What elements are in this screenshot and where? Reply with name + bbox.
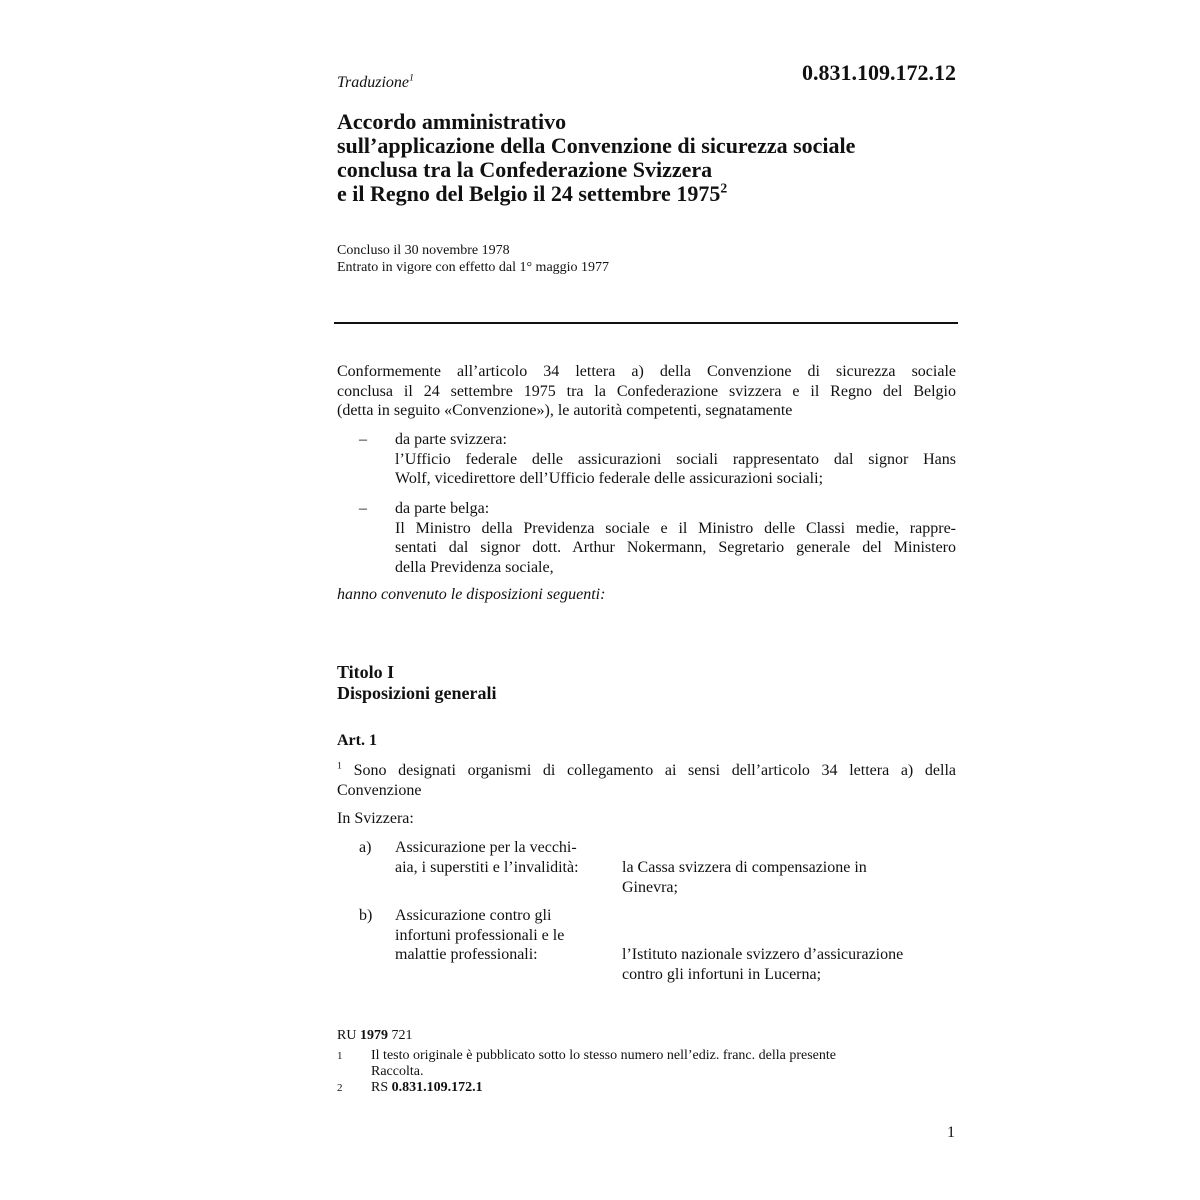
footnote-ref-1[interactable]: 1 (409, 72, 414, 84)
rs-link[interactable]: 0.831.109.172.1 (391, 1080, 483, 1095)
title-name: Disposizioni generali (337, 683, 497, 703)
row-letter: a) (359, 839, 372, 856)
translation-note: Traduzione$^1$ (337, 72, 414, 91)
text-line: sentati dal signor dott. Arthur Nokermann, Segretario generale del Ministero (395, 539, 956, 556)
document-code: 0.831.109.172.12 (802, 60, 956, 85)
text-line: conclusa il 24 settembre 1975 tra la Confederazione svizzera e il Regno del Belgio (337, 382, 956, 400)
text-line: Wolf, vicedirettore dell’Ufficio federale delle assicurazioni sociali; (395, 470, 824, 487)
text-line: da parte belga: (395, 500, 490, 517)
text-line: Conformemente all’articolo 34 lettera a) della Convenzione di sicurezza sociale (337, 363, 956, 380)
insurance-type: Assicurazione contro gli infortuni professionali e le malattie professionali: (395, 907, 565, 963)
agreement-clause: hanno convenuto le disposizioni seguenti: (337, 586, 606, 603)
text-line: (detta in seguito «Convenzione»), le autorità competenti, segnatamente (337, 402, 793, 419)
entry-into-force: Entrato in vigore con effetto dal 1° maggio 1977 (337, 260, 610, 275)
insurance-type: Assicurazione per la vecchi- aia, i superstiti e l’invalidità: (395, 839, 579, 876)
preamble-paragraph (337, 362, 956, 421)
document-page: Traduzione$^1$ 0.831.109.172.12 Accordo amministrativo sull’applicazione della Convenzione di sicurezza sociale conclusa tra la Confederazione Svizzera e il Regno del Belgio il 24 settembre 1975$^2$ Concluso il 30 novembre 1978 Entrato in vigore con effetto dal 1° maggio 1977 Conformemente all’articolo 34 lettera a) della Convenzione di sicurezza sociale conclusa il 24 settembre 1975 tra la Confederazione svizzera e il Regno del Belgio (detta in seguito «Convenzione»), le autorità competenti, segnatamente – da parte svizzera: l’Ufficio federale delle assicurazioni sociali rappresentato dal signor Hans Wolf, vicedirettore dell’Ufficio federale delle assicurazioni sociali; – da parte belga: Il Ministro della Previdenza sociale e il Ministro delle Classi medie, rappre- sentati dal signor dott. Arthur Nokermann, Segretario generale del Ministero della Previdenza sociale, hanno convenuto le disposizioni seguenti: Titolo I Disposizioni generali Art. 1 $^1$ Sono designati organismi di collegamento ai sensi dell’articolo 34 lettera a) della Convenzione In Svizzera: a) Assicurazione per la vecchi- aia, i superstiti e l’invalidità: la Cassa svizzera di compensazione in Ginevra; b) Assicurazione contro gli infortuni professionali e le malattie professionali: l’Istituto nazionale svizzero d’assicurazione contro gli infortuni in Lucerna; RU 1979 721 1 Il testo originale è pubblicato sotto lo stesso numero nell’ediz. franc. della presente Raccolta. 2 RS 0.831.109.172.1 1 (0, 0, 1200, 1200)
row-letter: b) (359, 907, 373, 924)
article-heading: Art. 1 (337, 732, 377, 749)
text-line: l’Ufficio federale delle assicurazioni sociali rappresentato dal signor Hans (395, 450, 956, 468)
title-line: e il Regno del Belgio il 24 settembre 1975$^2$ (337, 180, 728, 206)
footnote-number: 1 (337, 1050, 343, 1062)
paragraph-number: 1 (337, 760, 342, 772)
title-number: Titolo I (337, 662, 395, 682)
text-line: della Previdenza sociale, (395, 558, 554, 576)
title-line: Accordo amministrativo (337, 109, 567, 134)
dash-bullet: – (359, 500, 367, 517)
text-line: Convenzione (337, 781, 422, 799)
dash-bullet: – (359, 431, 367, 448)
document-metadata (337, 242, 609, 276)
title-line: sull’applicazione della Convenzione di sicurezza sociale (337, 133, 856, 158)
text-line: Il Ministro della Previdenza sociale e il Ministro delle Classi medie, rappre- (395, 519, 956, 537)
text-line: da parte svizzera: (395, 431, 507, 448)
liaison-body: la Cassa svizzera di compensazione in Ginevra; (622, 859, 867, 896)
footnote-number: 2 (337, 1082, 343, 1094)
footnote-ref-2[interactable]: 2 (720, 180, 728, 196)
text-line: $^1$ Sono designati organismi di collegamento ai sensi dell’articolo 34 lettera a) della (337, 760, 956, 779)
country-label: In Svizzera: (337, 810, 414, 827)
concluded-date: Concluso il 30 novembre 1978 (337, 243, 510, 258)
page-number: 1 (947, 1124, 955, 1141)
section-heading (337, 662, 497, 704)
document-title (337, 110, 977, 206)
section-divider (334, 322, 958, 324)
liaison-body: l’Istituto nazionale svizzero d’assicurazione contro gli infortuni in Lucerna; (622, 946, 904, 983)
ru-reference: RU 1979 721 (337, 1028, 413, 1043)
title-line: conclusa tra la Confederazione Svizzera (337, 157, 713, 182)
article-paragraph (337, 761, 956, 800)
